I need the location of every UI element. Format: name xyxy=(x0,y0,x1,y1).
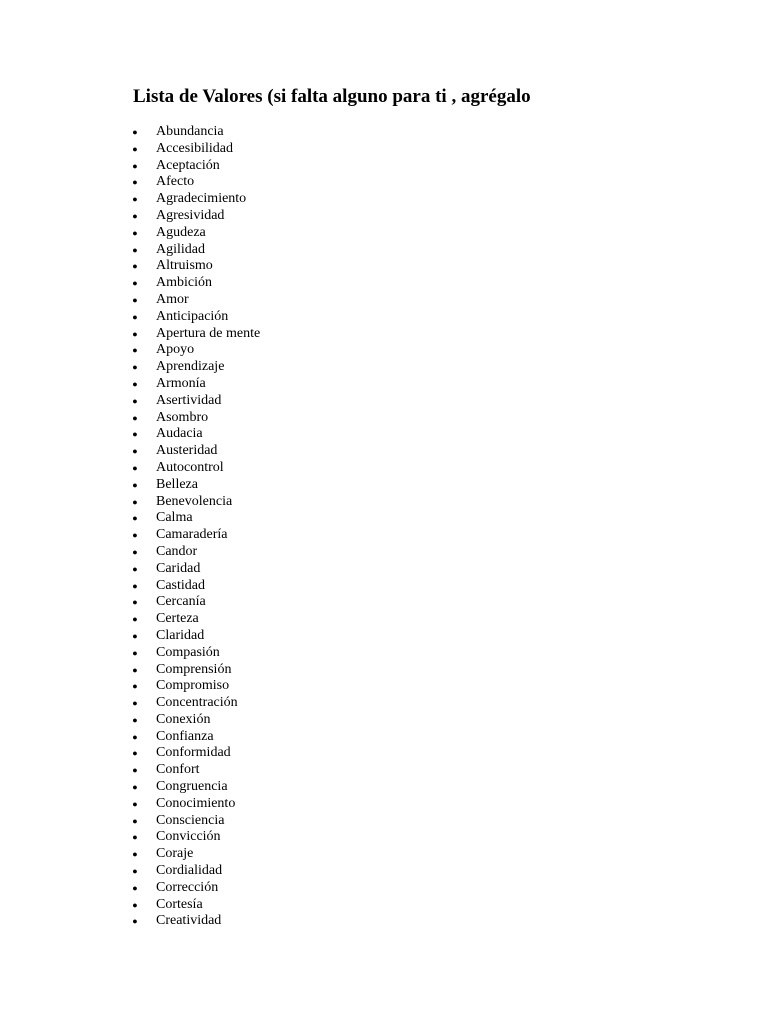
bullet-icon: ● xyxy=(132,294,138,305)
bullet-icon: ● xyxy=(132,278,138,289)
bullet-icon: ● xyxy=(132,664,138,675)
list-item-label: Ambición xyxy=(156,275,212,291)
bullet-icon: ● xyxy=(132,765,138,776)
list-item-label: Benevolencia xyxy=(156,493,233,509)
list-item-label: Abundancia xyxy=(156,124,224,139)
list-item-label: Altruismo xyxy=(156,258,213,274)
bullet-icon: ● xyxy=(132,446,138,457)
list-item-label: Conocimiento xyxy=(156,795,236,811)
bullet-icon: ● xyxy=(132,429,138,440)
bullet-icon: ● xyxy=(132,362,138,373)
bullet-icon: ● xyxy=(132,244,138,255)
list-item-label: Candor xyxy=(156,543,198,559)
list-item-label: Agudeza xyxy=(156,224,206,240)
list-item-label: Camaradería xyxy=(156,527,228,543)
list-item-label: Conexión xyxy=(156,711,211,727)
list-item-label: Apoyo xyxy=(156,342,195,358)
list-item-label: Aceptación xyxy=(156,157,220,173)
list-item-label: Belleza xyxy=(156,476,198,492)
bullet-icon: ● xyxy=(132,681,138,692)
bullet-icon: ● xyxy=(132,311,138,322)
list-item-label: Compasión xyxy=(156,644,220,660)
bullet-icon: ● xyxy=(132,513,138,524)
list-item-label: Austeridad xyxy=(156,443,218,459)
bullet-icon: ● xyxy=(132,714,138,725)
list-item-label: Calma xyxy=(156,510,193,526)
list-item-label: Audacia xyxy=(156,426,203,442)
bullet-icon: ● xyxy=(132,210,138,221)
list-item-label: Comprensión xyxy=(156,661,232,677)
bullet-icon: ● xyxy=(132,832,138,843)
bullet-icon: ● xyxy=(132,698,138,709)
bullet-icon: ● xyxy=(132,614,138,625)
bullet-icon: ● xyxy=(132,731,138,742)
bullet-icon: ● xyxy=(132,647,138,658)
list-item-label: Cercanía xyxy=(156,594,206,610)
list-item-label: Convicción xyxy=(156,829,221,845)
bullet-icon: ● xyxy=(132,866,138,877)
bullet-icon: ● xyxy=(132,849,138,860)
document-title: Lista de Valores (si falta alguno para ti , agrégalo xyxy=(133,86,531,107)
list-item-label: Anticipación xyxy=(156,308,229,324)
list-item-label: Claridad xyxy=(156,627,205,643)
list-item-label: Concentración xyxy=(156,695,238,711)
bullet-icon: ● xyxy=(132,395,138,406)
list-item-label: Confianza xyxy=(156,728,214,744)
list-item-label: Autocontrol xyxy=(156,459,224,475)
bullet-icon: ● xyxy=(132,345,138,356)
list-item-label: Accesibilidad xyxy=(156,140,233,156)
bullet-icon: ● xyxy=(132,782,138,793)
bullet-icon: ● xyxy=(132,798,138,809)
list-item-label: Amor xyxy=(156,291,189,307)
bullet-icon: ● xyxy=(132,194,138,205)
bullet-icon: ● xyxy=(132,916,138,927)
list-item-label: Agilidad xyxy=(156,241,205,257)
list-item-label: Consciencia xyxy=(156,812,225,828)
bullet-icon: ● xyxy=(132,227,138,238)
list-item-label: Apertura de mente xyxy=(156,325,261,341)
bullet-icon: ● xyxy=(132,412,138,423)
list-item-label: Confort xyxy=(156,762,200,778)
bullet-icon: ● xyxy=(132,580,138,591)
list-item-label: Corrección xyxy=(156,879,219,895)
bullet-icon: ● xyxy=(132,597,138,608)
list-item-label: Asertividad xyxy=(156,392,222,408)
list-item-label: Agradecimiento xyxy=(156,191,247,207)
bullet-icon: ● xyxy=(132,177,138,188)
list-item-label: Congruencia xyxy=(156,779,228,795)
list-item-label: Caridad xyxy=(156,560,201,576)
bullet-icon: ● xyxy=(132,748,138,759)
bullet-icon: ● xyxy=(132,530,138,541)
list-item-label: Coraje xyxy=(156,846,194,862)
list-item-label: Certeza xyxy=(156,611,199,627)
list-item-label: Creatividad xyxy=(156,913,222,929)
list-item-label: Agresividad xyxy=(156,207,225,223)
bullet-icon: ● xyxy=(132,563,138,574)
list-item-label: Compromiso xyxy=(156,678,230,694)
list-item-label: Asombro xyxy=(156,409,209,425)
bullet-icon: ● xyxy=(132,261,138,272)
bullet-icon: ● xyxy=(132,462,138,473)
list-item-label: Armonía xyxy=(156,375,206,391)
list-item-label: Conformidad xyxy=(156,745,231,761)
bullet-icon: ● xyxy=(132,328,138,339)
list-item-label: Cortesía xyxy=(156,896,203,912)
bullet-icon: ● xyxy=(132,479,138,490)
list-item-label: Castidad xyxy=(156,577,205,593)
bullet-icon: ● xyxy=(132,160,138,171)
bullet-icon: ● xyxy=(132,496,138,507)
bullet-icon: ● xyxy=(132,378,138,389)
list-item-label: Afecto xyxy=(156,174,195,190)
bullet-icon: ● xyxy=(132,143,138,154)
bullet-icon: ● xyxy=(132,546,138,557)
bullet-icon: ● xyxy=(132,815,138,826)
bullet-icon: ● xyxy=(132,127,138,137)
list-item-label: Aprendizaje xyxy=(156,359,225,375)
bullet-icon: ● xyxy=(132,630,138,641)
bullet-icon: ● xyxy=(132,899,138,910)
list-item-label: Cordialidad xyxy=(156,863,223,879)
bullet-icon: ● xyxy=(132,882,138,893)
